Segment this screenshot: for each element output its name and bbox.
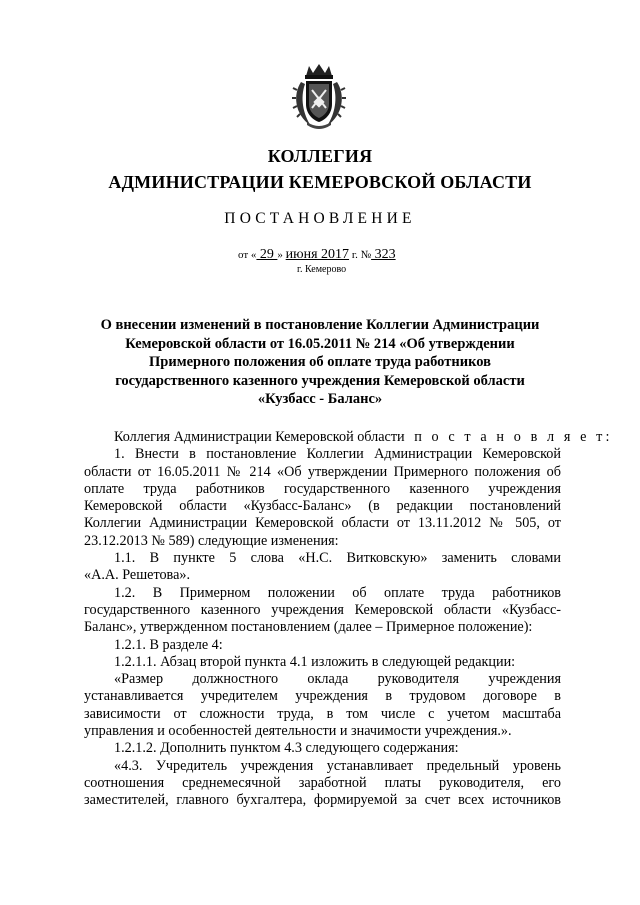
body-line: 1.1. В пункте 5 слова «Н.С. Витковскую» заменить словами — [114, 550, 561, 567]
org-title-line1: КОЛЛЕГИЯ — [267, 146, 373, 166]
number-label: № — [357, 249, 372, 261]
document-subject — [60, 316, 580, 409]
body-line: 1. Внести в постановление Коллегии Администрации Кемеровской — [114, 446, 561, 463]
body-line: управления и особенностей деятельности и значимости учреждения.». — [84, 723, 512, 740]
subject-line: Примерного положения об оплате труда работников — [149, 354, 491, 370]
body-line: 1.2.1.2. Дополнить пунктом 4.3 следующего содержания: — [114, 740, 459, 757]
body-line: 1.2.1.1. Абзац второй пункта 4.1 изложить в следующей редакции: — [114, 653, 516, 670]
subject-line: «Кузбасс - Баланс» — [257, 391, 383, 407]
date-month-year: июня 2017 — [285, 247, 350, 262]
document-number: 323 — [371, 247, 396, 262]
org-title-line2: АДМИНИСТРАЦИИ КЕМЕРОВСКОЙ ОБЛАСТИ — [108, 172, 532, 192]
document-body — [84, 429, 613, 810]
subject-line: О внесении изменений в постановление Коллегии Администрации — [100, 317, 540, 333]
body-line: области от 16.05.2011 № 214 «Об утверждении Примерного положения об — [84, 463, 561, 480]
body-line: Кемеровской области «Кузбасс-Баланс» (в редакции постановлений — [84, 498, 561, 515]
body-intro — [84, 429, 613, 446]
body-line: Коллегии Администрации Кемеровской области от 13.11.2012 № 505, от — [84, 515, 561, 532]
body-line: «А.А. Решетова». — [84, 567, 191, 584]
body-line: 23.12.2013 № 589) следующие изменения: — [84, 532, 339, 549]
city: г. Кемерово — [297, 264, 347, 275]
body-line: Баланс», утвержденном постановлением (далее – Примерное положение): — [84, 619, 533, 636]
body-line: 1.2.1. В разделе 4: — [114, 636, 223, 653]
body-line: «4.3. Учредитель учреждения устанавливает предельный уровень — [114, 757, 561, 774]
body-line: заместителей, главного бухгалтера, формируемой за счет всех источников — [84, 792, 561, 809]
date-year-suffix: г. — [349, 249, 358, 261]
body-line: зависимости от сложности труда, в том числе с учетом масштаба — [84, 705, 561, 722]
document-type: ПОСТАНОВЛЕНИЕ — [224, 210, 416, 227]
body-line: соотношения среднемесячной заработной платы руководителя, его — [84, 774, 561, 791]
body-line: устанавливается учредителем учреждения в трудовом договоре в — [84, 688, 561, 705]
body-line: оплате труда работников государственного казенного учреждения — [84, 480, 561, 497]
intro-resolves: п о с т а н о в л я е т: — [414, 429, 613, 445]
subject-line: государственного казенного учреждения Кемеровской области — [115, 372, 525, 389]
body-line: 1.2. В Примерном положении об оплате труда работников — [114, 584, 561, 601]
body-line: государственного казенного учреждения Кемеровской области «Кузбасс- — [84, 601, 561, 618]
date-mid: » — [277, 249, 286, 261]
date-prefix: от « — [238, 249, 257, 261]
date-day: 29 — [256, 247, 278, 262]
intro-text: Коллегия Администрации Кемеровской области — [114, 429, 405, 445]
date-line — [238, 247, 396, 263]
body-line: «Размер должностного оклада руководителя учреждения — [114, 671, 561, 688]
coat-of-arms-icon — [291, 64, 347, 130]
subject-line: Кемеровской области от 16.05.2011 № 214 «Об утверждении — [125, 335, 515, 352]
